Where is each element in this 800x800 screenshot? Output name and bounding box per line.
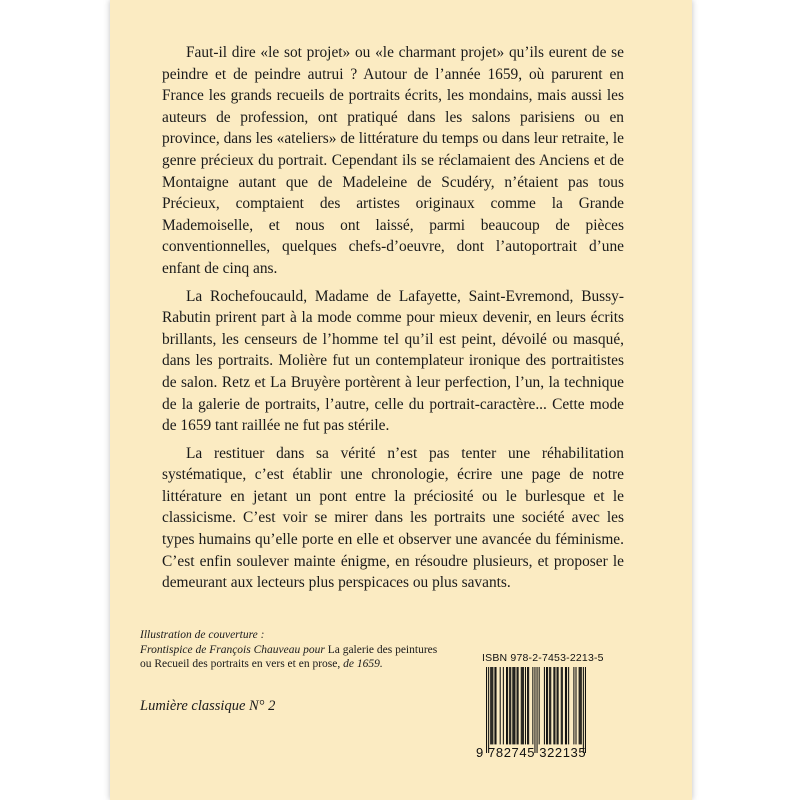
barcode-bar bbox=[514, 667, 515, 744]
barcode-bar bbox=[581, 667, 582, 744]
blurb-text bbox=[162, 42, 624, 600]
back-cover bbox=[110, 0, 692, 800]
blurb-paragraph-3: La restituer dans sa vérité n’est pas tenter une réhabilitation systématique, c’est établir une chronologie, écrire une page de notre littérature en jetant un pont entre la préciosité ou le burlesque et le classicisme. C’est voir se mirer dans les portraits une société avec les types humains qu’elle porte en elle et observer une avancée du féminisme. C’est enfin soulever mainte énigme, en résoudre plusieurs, et proposer le demeurant aux lecteurs plus perspicaces ou plus savants. bbox=[162, 444, 624, 592]
barcode-bar bbox=[518, 667, 519, 744]
barcode-bar bbox=[566, 667, 567, 744]
barcode-bar bbox=[558, 667, 559, 744]
barcode-bar bbox=[513, 667, 514, 744]
barcode-bar bbox=[500, 667, 501, 744]
barcode-bar bbox=[544, 667, 545, 744]
barcode-digits: 9 782745 322135 bbox=[476, 745, 587, 760]
isbn-block bbox=[476, 648, 604, 764]
barcode-bar bbox=[549, 667, 550, 744]
barcode-bar bbox=[523, 667, 524, 744]
barcode-bar bbox=[490, 667, 491, 744]
barcode-bar bbox=[550, 667, 551, 744]
blurb-paragraph-1: Faut-il dire «le sot projet» ou «le charmant projet» qu’ils eurent de se peindre et de peindre autrui ? Autour de l’année 1659, où parurent en France les grands recueils de portraits écrits, les mondains, mais aussi les auteurs de profession, ont pratiqué dans les salons parisiens ou en province, dans les «ateliers» de littérature du temps ou dans leur retraite, le genre précieux du portrait. Cependant ils se réclamaient des Anciens et de Montaigne autant que de Madeleine de Scudéry, n’étaient pas tous Précieux, comptaient des artistes originaux comme la Grande Mademoiselle, et nous ont laissé, parmi beaucoup de pièces conventionnelles, quelques chefs-d’oeuvre, dont l’autoportrait d’une enfant de cinq ans. bbox=[162, 44, 624, 277]
barcode-bar bbox=[532, 667, 533, 744]
barcode-bar bbox=[562, 667, 563, 744]
barcode-bar bbox=[580, 667, 581, 744]
barcode-bar bbox=[554, 667, 555, 744]
barcode-bar bbox=[510, 667, 511, 744]
credits-heading: Illustration de couverture : bbox=[140, 629, 265, 641]
barcode-bar bbox=[503, 667, 504, 744]
blurb-paragraph-2: La Rochefoucauld, Madame de Lafayette, Saint-Evremond, Bussy-Rabutin prirent part à la mode comme pour mieux devenir, en leurs écrits brillants, les censeurs de l’homme tel qu’il est peint, dévoilé ou masqué, dans les portraits. Molière fut un contemplateur ironique des portraitistes de salon. Retz et La Bruyère portèrent à leur perfection, l’un, la technique de la galerie de portraits, l’autre, celle du portrait-caractère... Cette mode de 1659 tant raillée ne fut pas stérile. bbox=[162, 287, 624, 435]
barcode-bar bbox=[507, 667, 508, 744]
barcode-bar bbox=[546, 667, 547, 744]
barcode-bar bbox=[517, 667, 518, 744]
isbn-label: ISBN 978-2-7453-2213-5 bbox=[482, 652, 604, 664]
barcode-bar bbox=[534, 667, 535, 753]
barcode-bar bbox=[527, 667, 528, 744]
barcode-bar bbox=[557, 667, 558, 744]
barcode-bar bbox=[565, 667, 566, 744]
barcode-bar bbox=[575, 667, 576, 744]
barcode-bar bbox=[579, 667, 580, 744]
collection-label: Lumière classique N° 2 bbox=[140, 698, 276, 714]
barcode-bar bbox=[528, 667, 529, 744]
barcode-bar bbox=[547, 667, 548, 744]
barcode-bar bbox=[494, 667, 495, 744]
cover-illustration-credits bbox=[140, 628, 520, 672]
credits-work-title: La galerie des peintures bbox=[327, 643, 438, 656]
barcode-bar bbox=[522, 667, 523, 744]
barcode-bar bbox=[553, 667, 554, 744]
barcode-bar bbox=[512, 667, 513, 744]
barcode-bar bbox=[488, 667, 489, 753]
barcode-bar bbox=[492, 667, 493, 744]
barcode-bar bbox=[568, 667, 569, 744]
barcode-bar bbox=[486, 667, 487, 753]
barcode-bar bbox=[495, 667, 496, 744]
barcode-bar bbox=[491, 667, 492, 744]
barcode-bar bbox=[585, 667, 586, 753]
barcode-bar bbox=[583, 667, 584, 753]
barcode-bar bbox=[539, 667, 540, 744]
barcode-bar bbox=[537, 667, 538, 753]
barcode-bar bbox=[573, 667, 574, 744]
barcode-bar bbox=[561, 667, 562, 744]
barcode-bar bbox=[521, 667, 522, 744]
barcode-bar bbox=[509, 667, 510, 744]
credits-date: de 1659. bbox=[343, 658, 383, 670]
credits-italic-text: Frontispice de François Chauveau pour bbox=[140, 643, 325, 656]
barcode-bar bbox=[525, 667, 526, 744]
barcode-bar bbox=[506, 667, 507, 744]
credits-work-subtitle: ou Recueil des portraits en vers et en prose, bbox=[140, 658, 341, 670]
barcode-icon bbox=[486, 667, 586, 753]
